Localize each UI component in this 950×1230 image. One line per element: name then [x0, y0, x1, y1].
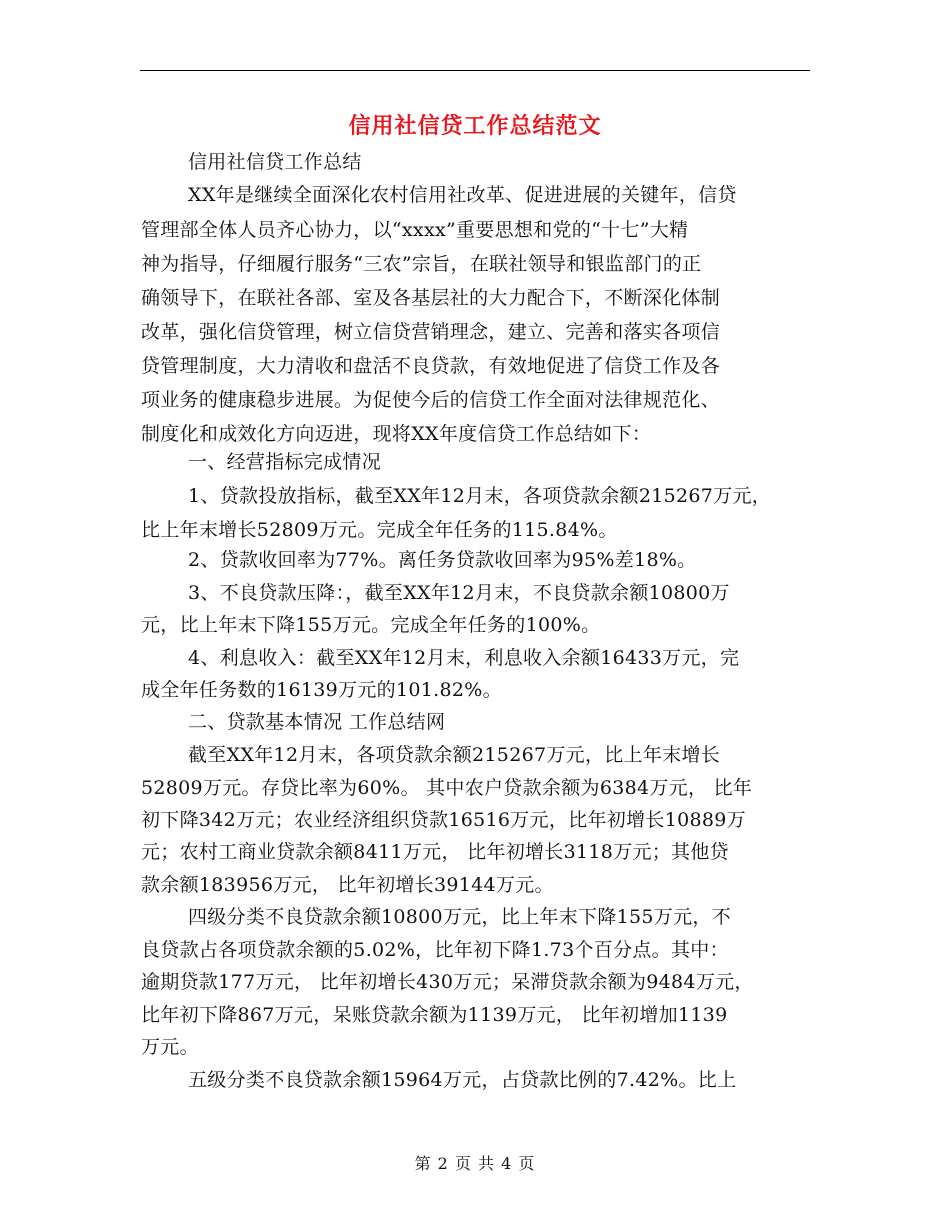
paragraph-line: 比上年末增长52809万元。完成全年任务的115.84%。: [141, 519, 618, 541]
section-heading: 一、经营指标完成情况: [188, 451, 382, 473]
paragraph-line: 神为指导，仔细履行服务“三农”宗旨，在联社领导和银监部门的正: [141, 253, 702, 275]
header-rule: [140, 70, 810, 71]
paragraph-line: 初下降342万元；农业经济组织贷款16516万元，比年初增长10889万: [141, 809, 746, 831]
paragraph-line: 逾期贷款177万元， 比年初增长430万元；呆滞贷款余额为9484万元，: [141, 971, 754, 993]
paragraph-line: 制度化和成效化方向迈进，现将XX年度信贷工作总结如下：: [141, 423, 652, 445]
paragraph-line: 比年初下降867万元，呆账贷款余额为1139万元， 比年初增加1139: [141, 1004, 728, 1026]
section-heading: 二、贷款基本情况 工作总结网: [188, 711, 446, 733]
paragraph-line: 元，比上年末下降155万元。完成全年任务的100%。: [141, 614, 601, 636]
paragraph-line: 2、贷款收回率为77%。离任务贷款收回率为95%差18%。: [188, 549, 697, 571]
paragraph-line: 成全年任务数的16139万元的101.82%。: [141, 679, 502, 701]
paragraph-line: 四级分类不良贷款余额10800万元，比上年末下降155万元，不: [188, 906, 732, 928]
page-footer: 第 2 页 共 4 页: [414, 1154, 536, 1173]
paragraph-line: 万元。: [141, 1036, 199, 1058]
paragraph-line: XX年是继续全面深化农村信用社改革、促进进展的关键年，信贷: [188, 184, 737, 206]
paragraph-line: 良贷款占各项贷款余额的5.02%，比年初下降1.73个百分点。其中：: [141, 939, 729, 961]
paragraph-line: 五级分类不良贷款余额15964万元，占贷款比例的7.42%。比上: [188, 1069, 737, 1091]
paragraph-line: 管理部全体人员齐心协力，以“xxxx”重要思想和党的“十七”大精: [141, 219, 689, 241]
paragraph-line: 52809万元。存贷比率为60%。 其中农户贷款余额为6384万元， 比年: [141, 777, 753, 799]
paragraph-line: 项业务的健康稳步进展。为促使今后的信贷工作全面对法律规范化、: [141, 389, 721, 411]
paragraph-line: 改革，强化信贷管理，树立信贷营销理念，建立、完善和落实各项信: [141, 321, 721, 343]
paragraph-line: 元；农村工商业贷款余额8411万元， 比年初增长3118万元；其他贷: [141, 841, 729, 863]
document-title: 信用社信贷工作总结范文: [348, 113, 602, 139]
paragraph-line: 3、不良贷款压降：，截至XX年12月末，不良贷款余额10800万: [188, 582, 730, 604]
paragraph-line: 截至XX年12月末，各项贷款余额215267万元，比上年末增长: [188, 744, 721, 766]
paragraph-line: 款余额183956万元， 比年初增长39144万元。: [141, 874, 554, 896]
paragraph-line: 4、利息收入：截至XX年12月末，利息收入余额16433万元，完: [188, 647, 740, 669]
paragraph-line: 贷管理制度，大力清收和盘活不良贷款，有效地促进了信贷工作及各: [141, 355, 721, 377]
paragraph-line: 确领导下，在联社各部、室及各基层社的大力配合下，不断深化体制: [141, 287, 721, 309]
subtitle-line: 信用社信贷工作总结: [188, 151, 362, 173]
paragraph-line: 1、贷款投放指标，截至XX年12月末，各项贷款余额215267万元，: [188, 485, 772, 507]
